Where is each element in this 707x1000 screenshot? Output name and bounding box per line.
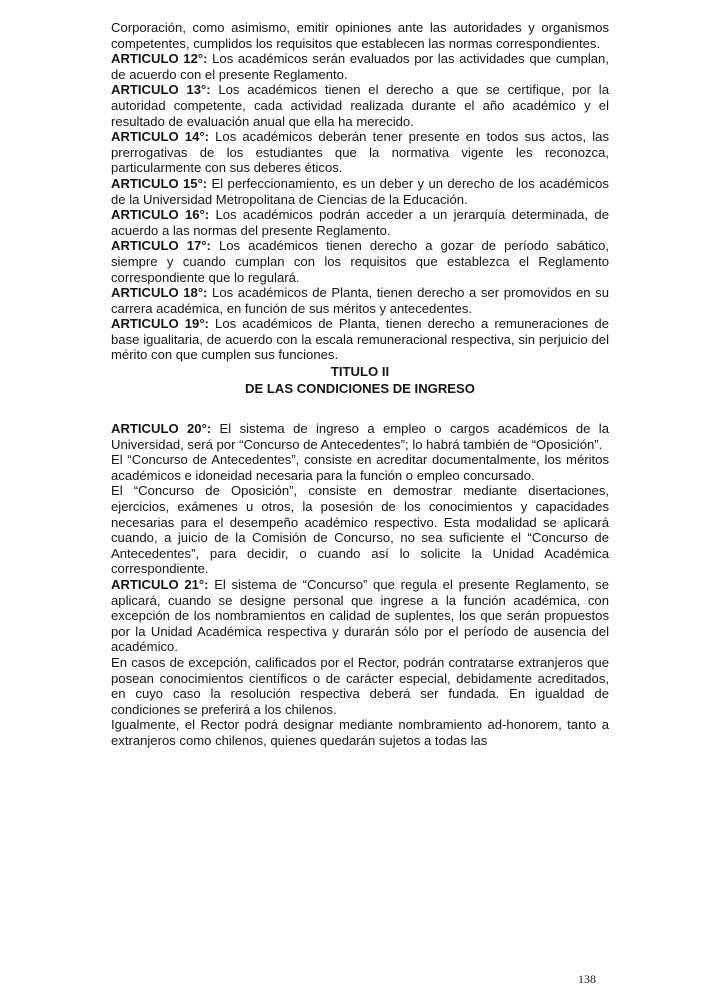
article-text: Los académicos serán evaluados por las actividades que cumplan, de acuerdo con el presente Reglamento. bbox=[111, 51, 609, 82]
article-label: ARTICULO 18°: bbox=[111, 285, 208, 301]
article-label: ARTICULO 14°: bbox=[111, 129, 209, 145]
article-label: ARTICULO 13°: bbox=[111, 82, 211, 98]
article-text: Los académicos de Planta, tienen derecho a ser promovidos en su carrera académica, en función de sus méritos y antecedentes. bbox=[111, 285, 609, 316]
article-text: Los académicos deberán tener presente en todos sus actos, las prerrogativas de los estudiantes que la normativa vigente les reconozca, particularmente con sus deberes éticos. bbox=[111, 129, 609, 176]
document-body bbox=[111, 20, 609, 749]
paragraph-igualmente: Igualmente, el Rector podrá designar mediante nombramiento ad-honorem, tanto a extranjeros como chilenos, quienes quedarán sujetos a todas las bbox=[111, 717, 609, 748]
article-20 bbox=[111, 421, 609, 452]
article-18 bbox=[111, 285, 609, 316]
article-19 bbox=[111, 316, 609, 363]
article-label: ARTICULO 19°: bbox=[111, 316, 209, 332]
article-text: El sistema de ingreso a empleo o cargos académicos de la Universidad, será por “Concurso de Antecedentes”; lo habrá también de “Oposición”. bbox=[111, 421, 609, 452]
article-text: Los académicos podrán acceder a un jerarquía determinada, de acuerdo a las normas del presente Reglamento. bbox=[111, 207, 609, 238]
article-17 bbox=[111, 238, 609, 285]
article-text: Los académicos tienen derecho a gozar de período sabático, siempre y cuando cumplan con los requisitos que establezca el Reglamento correspondiente que lo regulará. bbox=[111, 238, 609, 285]
page-number: 138 bbox=[578, 972, 596, 986]
section-subtitle: DE LAS CONDICIONES DE INGRESO bbox=[245, 381, 475, 397]
paragraph-concurso-oposicion: El “Concurso de Oposición”, consiste en demostrar mediante disertaciones, ejercicios, exámenes u otros, la posesión de los conocimientos y capacidades necesarias para el desempeño académico respectivo. Esta modalidad se aplicará cuando, a juicio de la Comisión de Concurso, no sea suficiente el “Concurso de Antecedentes”, para decidir, o cuando así lo solicite la Unidad Académica correspondiente. bbox=[111, 483, 609, 577]
article-label: ARTICULO 17°: bbox=[111, 238, 211, 254]
article-15 bbox=[111, 176, 609, 207]
article-label: ARTICULO 21°: bbox=[111, 577, 209, 592]
article-16 bbox=[111, 207, 609, 238]
article-label: ARTICULO 20°: bbox=[111, 421, 212, 437]
article-label: ARTICULO 16°: bbox=[111, 207, 210, 223]
article-text: El perfeccionamiento, es un deber y un derecho de los académicos de la Universidad Metropolitana de Ciencias de la Educación. bbox=[111, 175, 609, 207]
article-14 bbox=[111, 129, 609, 176]
article-text: El sistema de “Concurso” que regula el presente Reglamento, se aplicará, cuando se designe personal que ingrese a la función académica, con excepción de los nombramientos en calidad de suplentes, los que serán propuestos por la Unidad Académica respectiva y durarán sólo por el período de ausencia del académico. bbox=[111, 577, 609, 655]
article-text: Los académicos tienen el derecho a que se certifique, por la autoridad competente, cada actividad realizada durante el año académico y el resultado de evaluación anual que ella ha merecido. bbox=[111, 82, 609, 129]
paragraph-intro: Corporación, como asimismo, emitir opiniones ante las autoridades y organismos competentes, cumplidos los requisitos que establecen las normas correspondientes. bbox=[111, 20, 609, 51]
article-21 bbox=[111, 577, 609, 655]
article-label: ARTICULO 15°: bbox=[111, 175, 208, 191]
article-12 bbox=[111, 51, 609, 82]
section-title: TITULO II bbox=[330, 364, 390, 380]
paragraph-casos-excepcion: En casos de excepción, calificados por el Rector, podrán contratarse extranjeros que posean conocimientos científicos o de carácter especial, debidamente acreditados, en cuyo caso la resolución respectiva deberá ser fundada. En igualdad de condiciones se preferirá a los chilenos. bbox=[111, 654, 609, 717]
article-13 bbox=[111, 82, 609, 129]
paragraph-concurso-antecedentes: El “Concurso de Antecedentes”, consiste en acreditar documentalmente, los méritos académicos e idoneidad necesaria para la función o empleo concursado. bbox=[111, 452, 609, 483]
article-text: Los académicos de Planta, tienen derecho a remuneraciones de base igualitaria, de acuerdo con la escala remuneracional respectiva, sin perjuicio del mérito con que cumplen sus funciones. bbox=[111, 316, 609, 363]
article-label: ARTICULO 12°: bbox=[111, 51, 208, 67]
